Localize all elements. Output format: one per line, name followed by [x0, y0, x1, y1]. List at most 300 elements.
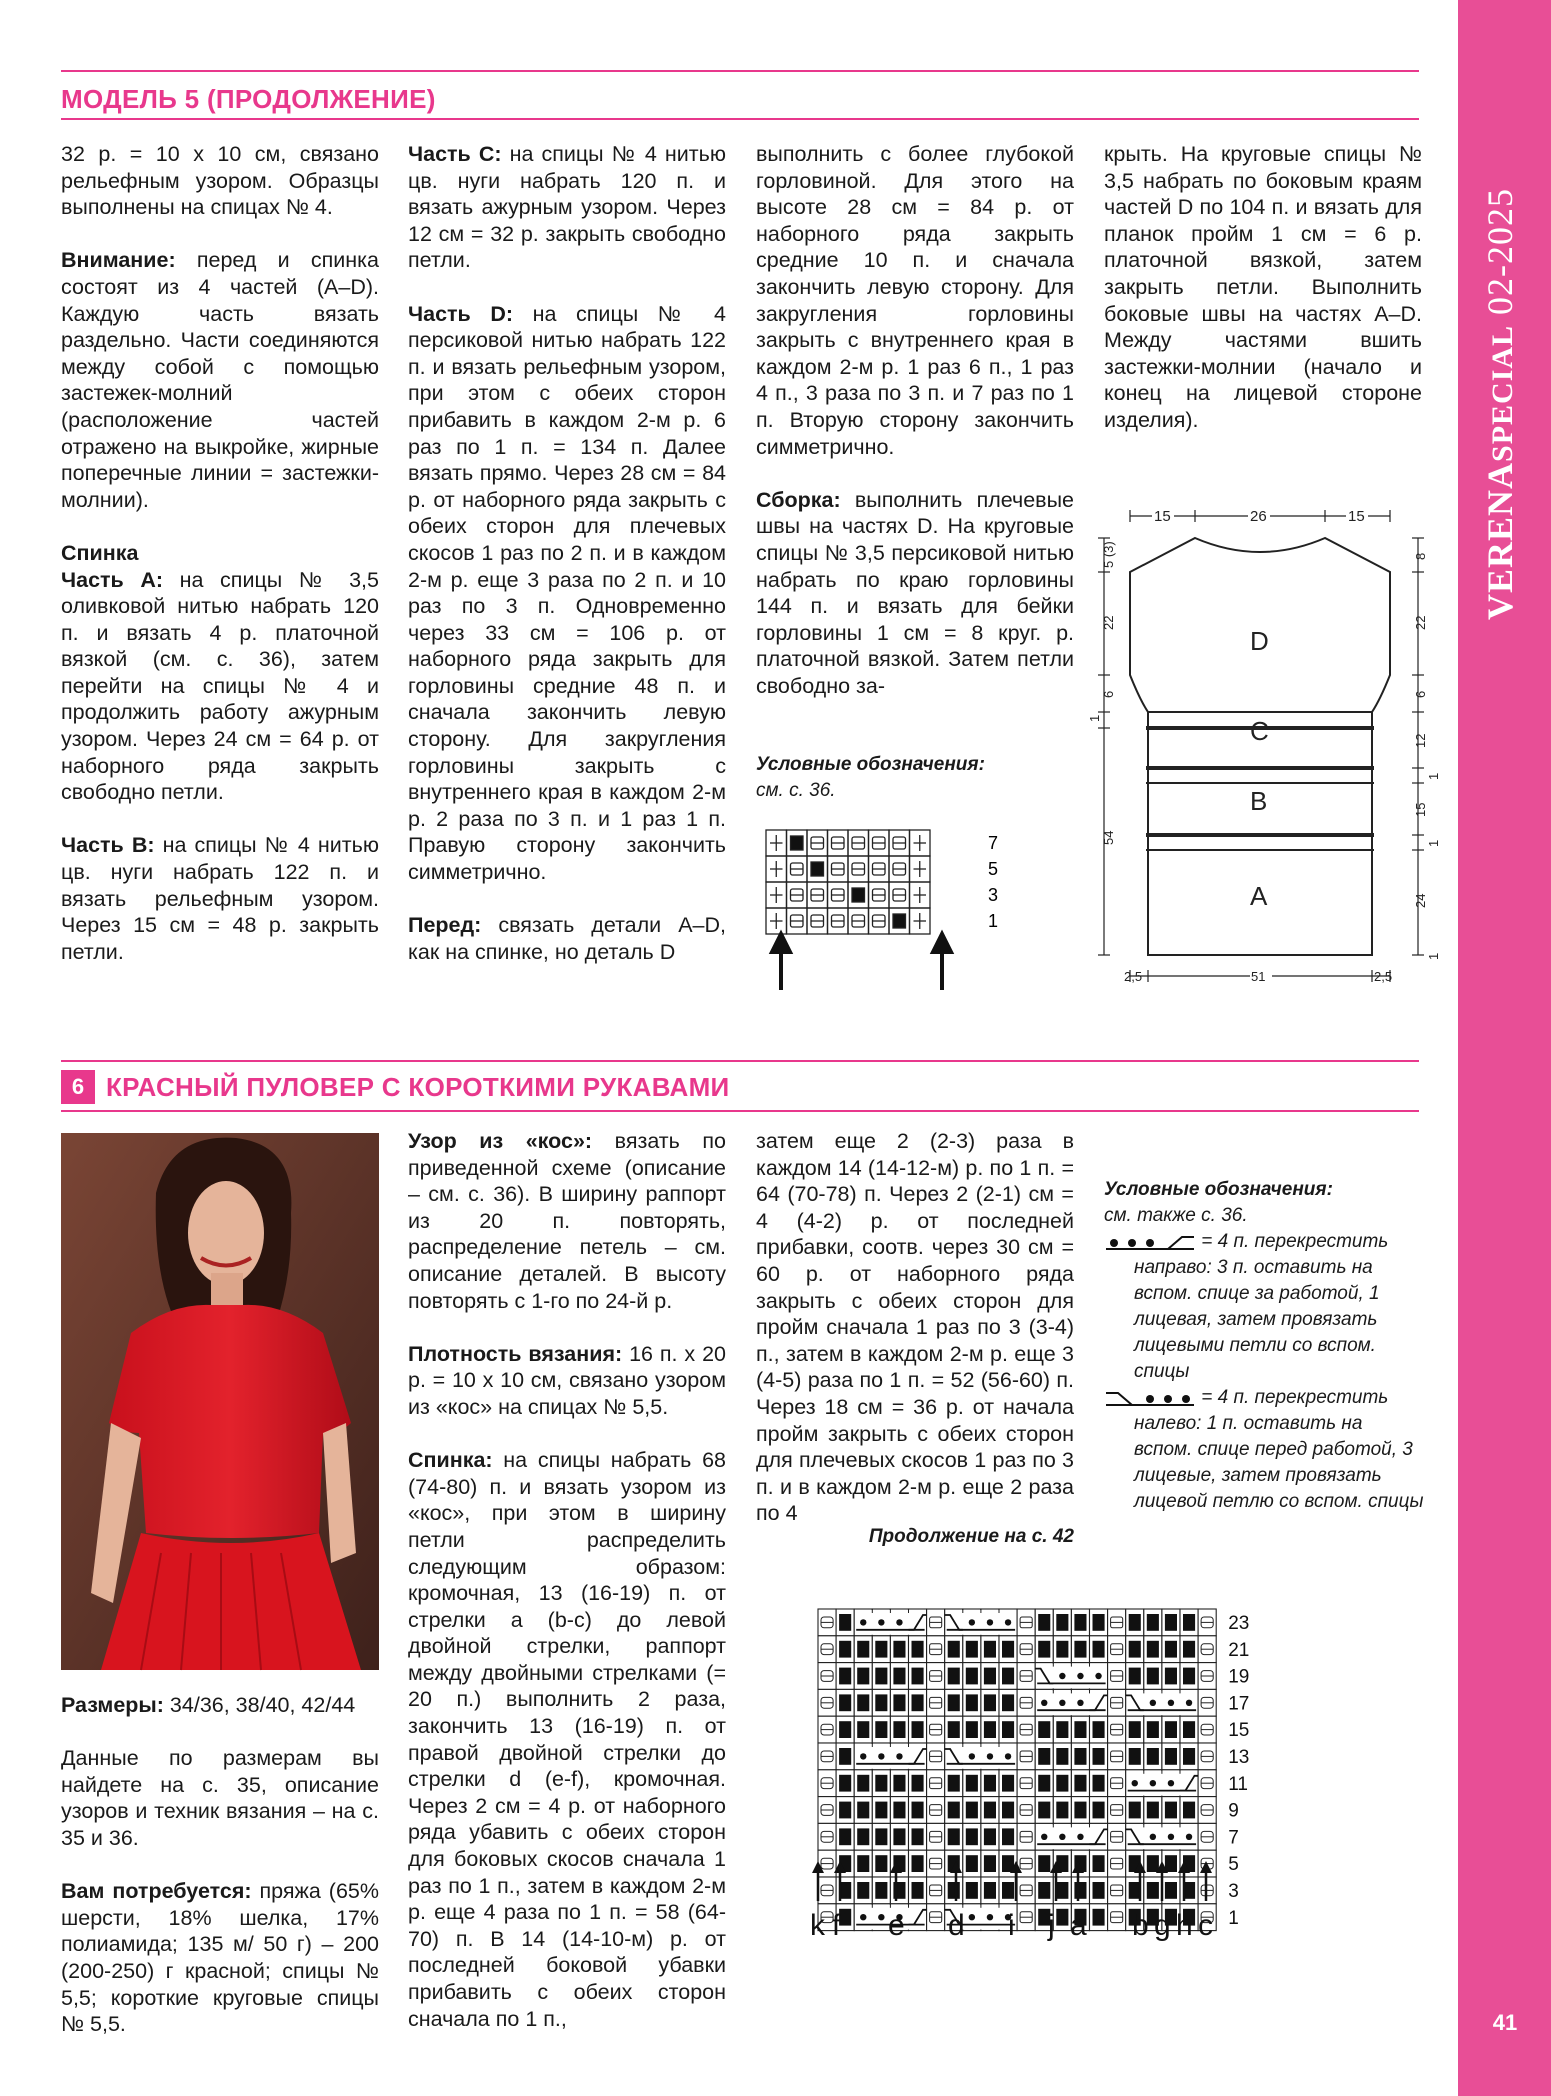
cable-dot [987, 1914, 993, 1920]
purl-stitch [1002, 1694, 1014, 1711]
cable-dot [878, 1619, 884, 1625]
purl-stitch [857, 1882, 869, 1899]
cable-dot [969, 1619, 975, 1625]
purl-stitch [1129, 1802, 1141, 1819]
purl-stitch [912, 1775, 924, 1792]
purl-stitch [875, 1641, 887, 1658]
purl-stitch [1056, 1909, 1068, 1926]
purl-stitch [1147, 1802, 1159, 1819]
purl-stitch [966, 1775, 978, 1792]
purl-stitch [875, 1775, 887, 1792]
purl-stitch [1165, 1641, 1177, 1658]
cable-dot [860, 1753, 866, 1759]
paragraph-text: перед и спинка состоят из 4 частей (A–D). Каждую часть вязать раздельно. Части соединяются между собой с помощью застежек-молний (расположение частей отражено на выкройке, жирные поперечные линии = застежки-молнии). [61, 248, 379, 512]
purl-stitch [948, 1694, 960, 1711]
paragraph-gap [408, 1421, 726, 1448]
dim-bottom-right: 2,5 [1374, 969, 1393, 984]
paragraph-text: затем еще 2 (2-3) раза в каждом 14 (14-12-м) р. по 1 п. = 64 (70-78) п. Через 2 (2-1) см = 4 (4-2) р. от последней прибавки, соотв. через 30 см = 60 р. от наборного ряда закрыть с обеих сторон для пройм сначала 1 раз по 3 (3-4) п., затем в каждом 2-м р. еще 3 (4-5) раза по 1 п. = 52 (56-60) п. Через 18 см = 36 р. от начала пройм закрыть с обеих сторон для плечевых скосов 1 раз по 3 п. и в каждом 2-м р. еще 2 раза по 4 [756, 1129, 1074, 1526]
purl-stitch [893, 1775, 905, 1792]
cable-dot [1059, 1700, 1065, 1706]
section6-cable-chart [810, 1605, 1430, 1945]
paragraph [408, 1128, 726, 1314]
paragraph [408, 1341, 726, 1421]
dim-left: 5 (3) [1101, 541, 1116, 568]
paragraph [61, 141, 379, 221]
purl-stitch [948, 1641, 960, 1658]
purl-stitch [857, 1694, 869, 1711]
purl-stitch [1056, 1748, 1068, 1765]
purl-stitch [839, 1668, 851, 1685]
cable-dot [1150, 1834, 1156, 1840]
paragraph [408, 1447, 726, 2032]
chart-row-label: 13 [1228, 1747, 1250, 1768]
dim-right-one: 1 [1426, 839, 1441, 847]
cable-dot [1077, 1673, 1083, 1679]
section6-number: 6 [71, 1074, 85, 1099]
legend-item1-eq: = 4 п. перекрестить [1201, 1231, 1389, 1252]
purl-stitch [1056, 1721, 1068, 1738]
purl-stitch [893, 1828, 905, 1845]
purl-stitch [875, 1668, 887, 1685]
dim-left: 22 [1101, 615, 1116, 630]
purl-stitch [1129, 1721, 1141, 1738]
part-label-a: A [1250, 881, 1268, 911]
paragraph-gap [61, 806, 379, 833]
cable-dot [1168, 1700, 1174, 1706]
chart-arrow-label: c [1198, 1909, 1213, 1942]
chart-row-label: 3 [988, 885, 999, 905]
chart-arrow-label: b [1132, 1909, 1149, 1942]
section5-top-rule [61, 70, 1419, 72]
chart-row-label: 3 [1228, 1881, 1239, 1902]
paragraph [756, 141, 1074, 460]
purl-stitch [1074, 1882, 1086, 1899]
cable-dot [1005, 1619, 1011, 1625]
paragraph-heading: Часть D: [408, 301, 514, 326]
section6-bottom-rule [61, 1110, 1419, 1112]
paragraph-text: на спицы № 3,5 оливковой нитью набрать 120 п. и вязать 4 р. платочной вязкой (см. с. 36), затем перейти на спицы № 4 и продолжить работу ажурным узором. Через 24 см = 64 р. от наборного ряда закрыть свободно петли. [61, 567, 379, 805]
purl-stitch [893, 1641, 905, 1658]
section5-schematic [1087, 500, 1450, 990]
purl-stitch [984, 1668, 996, 1685]
cable-dot [1041, 1834, 1047, 1840]
purl-stitch [1002, 1721, 1014, 1738]
cable-dot [878, 1753, 884, 1759]
paragraph-heading: Внимание: [61, 248, 176, 273]
legend-item2-text: налево: 1 п. оставить на вспом. спице перед работой, 3 лицевые, затем провязать лицевой петлю со вспом. спицы [1134, 1413, 1424, 1512]
purl-stitch [1074, 1775, 1086, 1792]
paragraph-heading: Спинка [61, 540, 139, 565]
purl-stitch [839, 1909, 851, 1926]
purl-stitch [1002, 1668, 1014, 1685]
chart-row-label: 1 [988, 911, 999, 931]
cable-dot [987, 1753, 993, 1759]
paragraph [756, 487, 1074, 700]
purl-stitch [857, 1775, 869, 1792]
paragraph [61, 1878, 379, 2038]
paragraph-heading: Часть С: [408, 142, 502, 166]
purl-stitch [852, 888, 865, 902]
purl-stitch [857, 1721, 869, 1738]
purl-stitch [1074, 1641, 1086, 1658]
cable-dot [1168, 1834, 1174, 1840]
dim-top-right: 15 [1348, 508, 1365, 525]
chart-row-label: 11 [1228, 1773, 1248, 1795]
purl-stitch [966, 1802, 978, 1819]
purl-stitch [1074, 1802, 1086, 1819]
cable-dot [987, 1619, 993, 1625]
purl-stitch [1129, 1614, 1141, 1631]
chart-arrow-label: e [888, 1909, 905, 1942]
purl-stitch [984, 1828, 996, 1845]
purl-stitch [893, 1802, 905, 1819]
section5-column-2 [408, 141, 726, 965]
cable-dot [969, 1914, 975, 1920]
paragraph-heading: Перед: [408, 913, 482, 938]
purl-stitch [893, 1721, 905, 1738]
chart-row-label: 5 [1228, 1854, 1239, 1876]
section5-bottom-rule [61, 118, 1419, 120]
cable-dot [1041, 1700, 1047, 1706]
purl-stitch [912, 1802, 924, 1819]
purl-stitch [966, 1855, 978, 1872]
purl-stitch [875, 1882, 887, 1899]
purl-stitch [1093, 1748, 1105, 1765]
paragraph [61, 567, 379, 806]
paragraph-gap [408, 1314, 726, 1341]
purl-stitch [1165, 1802, 1177, 1819]
chart-arrowhead [772, 934, 790, 952]
purl-stitch [1129, 1668, 1141, 1685]
paragraph [61, 247, 379, 513]
purl-stitch [1038, 1721, 1050, 1738]
paragraph-gap [61, 221, 379, 248]
purl-stitch [948, 1668, 960, 1685]
cable-dot [969, 1753, 975, 1759]
cable-dot [1059, 1834, 1065, 1840]
purl-stitch [966, 1828, 978, 1845]
purl-stitch [1038, 1802, 1050, 1819]
purl-stitch [1002, 1802, 1014, 1819]
cable-dot [1095, 1673, 1101, 1679]
legend-item-cross-right [1104, 1229, 1424, 1255]
purl-stitch [1147, 1721, 1159, 1738]
paragraph [1104, 141, 1422, 434]
paragraph-gap [61, 1719, 379, 1746]
chart-row-label: 9 [1228, 1800, 1239, 1822]
purl-stitch [1183, 1721, 1195, 1738]
section6-title: КРАСНЫЙ ПУЛОВЕР С КОРОТКИМИ РУКАВАМИ [106, 1072, 730, 1102]
purl-stitch [1183, 1641, 1195, 1658]
dim-right: 22 [1413, 615, 1428, 630]
purl-stitch [984, 1882, 996, 1899]
purl-stitch [875, 1721, 887, 1738]
paragraph-text: 32 р. = 10 х 10 см, связано рельефным узором. Образцы выполнены на спицах № 4. [61, 142, 379, 220]
section5-column-1 [61, 141, 379, 965]
purl-stitch [984, 1802, 996, 1819]
paragraph-gap [756, 460, 1074, 487]
paragraph [408, 141, 726, 274]
purl-stitch [984, 1694, 996, 1711]
paragraph-gap [61, 1852, 379, 1879]
purl-stitch [984, 1641, 996, 1658]
dim-bottom-center: 51 [1251, 969, 1266, 984]
cable-dot [1168, 1780, 1174, 1786]
purl-stitch [912, 1694, 924, 1711]
chart-row-label: 7 [1228, 1827, 1239, 1849]
purl-stitch [1147, 1882, 1159, 1899]
paragraph-text: выполнить плечевые швы на частях D. На круговые спицы № 3,5 персиковой нитью набрать по краю горловины 144 п. и вязать для бейки горловины 1 см = 8 круг. р. платочной вязкой. Затем петли свободно за- [756, 487, 1074, 698]
page-number: 41 [1492, 2010, 1518, 2035]
purl-stitch [1183, 1748, 1195, 1765]
purl-stitch [1038, 1748, 1050, 1765]
paragraph [756, 1128, 1074, 1527]
purl-stitch [1002, 1641, 1014, 1658]
purl-stitch [1074, 1748, 1086, 1765]
cable-dot [1150, 1700, 1156, 1706]
paragraph-gap [408, 886, 726, 913]
purl-stitch [948, 1882, 960, 1899]
purl-stitch [1038, 1855, 1050, 1872]
chart-row-label: 15 [1228, 1720, 1250, 1742]
purl-stitch [857, 1828, 869, 1845]
purl-stitch [811, 862, 824, 876]
paragraph-text: Данные по размерам вы найдете на с. 35, описание узоров и техник вязания – на с. 35 и 36. [61, 1746, 379, 1850]
purl-stitch [857, 1641, 869, 1658]
purl-stitch [839, 1748, 851, 1765]
chart-arrow-label: h [1176, 1909, 1193, 1942]
section5-title: МОДЕЛЬ 5 (ПРОДОЛЖЕНИЕ) [61, 84, 436, 114]
purl-stitch [791, 836, 804, 850]
paragraph [61, 1692, 379, 1719]
purl-stitch [1093, 1721, 1105, 1738]
purl-stitch [1038, 1641, 1050, 1658]
section5-column-3 [756, 141, 1074, 699]
purl-stitch [1183, 1614, 1195, 1631]
purl-stitch [1147, 1748, 1159, 1765]
paragraph-text: выполнить с более глубокой горловиной. Для этого на высоте 28 см = 84 р. от наборного ряда закрыть средние 10 п. и сначала закончить левую сторону. Для закругления горловины закрыть с внутреннего края в каждом 2-м р. 1 раз 6 п., 1 раз 4 п., 3 раза по 3 п. и 7 раз по 1 п. Вторую сторону закончить симметрично. [756, 142, 1074, 459]
purl-stitch [948, 1721, 960, 1738]
cable-dot [1005, 1753, 1011, 1759]
purl-stitch [1147, 1641, 1159, 1658]
dim-right-one: 1 [1426, 772, 1441, 780]
cable-dot [860, 1619, 866, 1625]
purl-stitch [1093, 1909, 1105, 1926]
purl-stitch [984, 1721, 996, 1738]
purl-stitch [1093, 1641, 1105, 1658]
purl-stitch [1002, 1828, 1014, 1845]
dim-right: 6 [1413, 690, 1428, 698]
purl-stitch [839, 1614, 851, 1631]
cross-left-icon [1104, 1388, 1196, 1408]
model-photo [61, 1133, 379, 1670]
dim-left: 54 [1101, 830, 1116, 845]
part-label-c: C [1250, 716, 1269, 746]
legend-item2-eq: = 4 п. перекрестить [1201, 1387, 1389, 1408]
section6-legend [1104, 1177, 1424, 1515]
purl-stitch [839, 1828, 851, 1845]
purl-stitch [966, 1721, 978, 1738]
continued-note: Продолжение на с. 42 [868, 1526, 1074, 1547]
section6-column-2 [408, 1128, 726, 2032]
purl-stitch [1056, 1802, 1068, 1819]
issue-number: 02-2025 [1480, 187, 1520, 315]
paragraph [61, 832, 379, 965]
section6-column-3 [756, 1128, 1074, 1527]
purl-stitch [1056, 1614, 1068, 1631]
paragraph-heading: Часть А: [61, 567, 164, 592]
purl-stitch [1056, 1641, 1068, 1658]
dim-right: 24 [1413, 893, 1428, 908]
paragraph-heading: Спинка: [408, 1448, 493, 1473]
purl-stitch [839, 1641, 851, 1658]
purl-stitch [893, 1694, 905, 1711]
purl-stitch [839, 1802, 851, 1819]
chart-arrow-label: g [1154, 1909, 1171, 1942]
purl-stitch [1038, 1614, 1050, 1631]
dim-right: 15 [1413, 802, 1428, 817]
chart-row-label: 23 [1228, 1613, 1250, 1634]
paragraph-text: на спицы набрать 68 (74-80) п. и вязать узором из «кос», при этом в ширину петли распределить следующим образом: кромочная, 13 (16-19) п. от стрелки а (b-c) до левой двойной стрелки, раппорт между двойными стрелками (= 20 п.) выполнить 2 раза, закончить 13 (16-19) п. от правой двойной стрелки до стрелки d (e-f), кромочная. Через 2 см = 4 р. от наборного ряда убавить с обеих сторон для боковых скосов сначала 1 раз по 1 п., затем в каждом 2-м р. еще 4 раза по 1 п. = 58 (64-70) п. В 14 (14-10-м) р. от последней боковой убавки прибавить с обеих сторон сначала по 1 п., [408, 1448, 726, 2031]
paragraph-text: крыть. На круговые спицы № 3,5 набрать по боковым краям частей D по 104 п. и вязать для планок пройм 1 см = 6 р. платочной вязкой, затем закрыть петли. Выполнить боковые швы на частях A–D. Между частями вшить застежки-молнии (начало и конец на лицевой стороне изделия). [1104, 142, 1422, 432]
paragraph-text: пряжа (65% шерсти, 18% шелка, 17% полиамида; 135 м/ 50 г) – 200 (200-250) г красной; спицы № 5,5; короткие круговые спицы № 5,5. [61, 1879, 379, 2037]
purl-stitch [1056, 1775, 1068, 1792]
paragraph-gap [408, 274, 726, 301]
brand-name: VERENA [1480, 461, 1520, 620]
purl-stitch [1165, 1721, 1177, 1738]
chart-arrow-label: f [832, 1909, 841, 1942]
purl-stitch [966, 1882, 978, 1899]
section6-legend-title: Условные обозначения: [1104, 1179, 1333, 1200]
purl-stitch [1093, 1802, 1105, 1819]
brand-special: SPECIAL [1486, 324, 1519, 462]
dim-top-left: 15 [1154, 508, 1171, 525]
purl-stitch [1093, 1855, 1105, 1872]
section6-number-badge [61, 1070, 95, 1104]
purl-stitch [966, 1668, 978, 1685]
section5-legend [756, 752, 1056, 804]
purl-stitch [912, 1721, 924, 1738]
purl-stitch [875, 1828, 887, 1845]
part-label-d: D [1250, 626, 1269, 656]
purl-stitch [1165, 1882, 1177, 1899]
purl-stitch [1165, 1748, 1177, 1765]
cable-dot [1186, 1834, 1192, 1840]
chart-row-label: 19 [1228, 1666, 1250, 1688]
paragraph [408, 301, 726, 886]
purl-stitch [1165, 1614, 1177, 1631]
purl-stitch [966, 1694, 978, 1711]
purl-stitch [1074, 1614, 1086, 1631]
dim-bottom-left: 2,5 [1124, 969, 1143, 984]
section5-legend-ref: см. с. 36. [756, 780, 836, 801]
purl-stitch [875, 1802, 887, 1819]
paragraph [408, 912, 726, 965]
purl-stitch [1093, 1614, 1105, 1631]
legend-item1-text: направо: 3 п. оставить на вспом. спице за работой, 1 лицевая, затем провязать лицевыми петли со вспом. спицы [1134, 1257, 1380, 1382]
cable-dot [896, 1619, 902, 1625]
cable-dot [896, 1753, 902, 1759]
purl-stitch [912, 1641, 924, 1658]
purl-stitch [875, 1694, 887, 1711]
paragraph-heading: Плотность вязания: [408, 1341, 623, 1366]
cable-dot [1077, 1700, 1083, 1706]
purl-stitch [857, 1802, 869, 1819]
section5-stitch-chart [756, 830, 1016, 1000]
dim-left: 6 [1101, 690, 1116, 698]
dim-right-one: 1 [1426, 952, 1441, 960]
section5-column-4 [1104, 141, 1422, 434]
section6-column-1 [61, 1692, 379, 2038]
dim-top-center: 26 [1250, 508, 1267, 525]
cross-right-icon [1104, 1232, 1196, 1252]
purl-stitch [1147, 1855, 1159, 1872]
purl-stitch [984, 1775, 996, 1792]
purl-stitch [1129, 1641, 1141, 1658]
purl-stitch [1165, 1855, 1177, 1872]
paragraph-text: 34/36, 38/40, 42/44 [163, 1693, 356, 1717]
purl-stitch [1093, 1882, 1105, 1899]
purl-stitch [1147, 1614, 1159, 1631]
section5-legend-title: Условные обозначения: [756, 754, 985, 775]
purl-stitch [857, 1855, 869, 1872]
purl-stitch [984, 1855, 996, 1872]
chart-arrow-label: a [1070, 1909, 1087, 1942]
purl-stitch [1002, 1882, 1014, 1899]
paragraph-text: связать детали А–D, как на спинке, но деталь D [408, 913, 726, 964]
dim-left: 1 [1087, 714, 1102, 722]
paragraph [61, 1745, 379, 1851]
paragraph-text: на спицы № 4 персиковой нитью набрать 122 п. и вязать рельефным узором, при этом с обеих сторон прибавить в каждом 2-м р. 6 раз по 1 п. = 134 п. Далее вязать прямо. Через 28 см = 84 р. от наборного ряда закрыть с обеих сторон для плечевых скосов 1 раз по 2 п. и в каждом 2-м р. еще 3 раза по 2 п. и 10 раз по 3 п. Одновременно через 33 см = 106 р. от наборного ряда закрыть для горловины средние 48 п. и сначала закончить левую сторону. Для закругления горловины закрыть с внутреннего края в каждом 2-м р. 2 раза по 3 п. и 1 раз 1 п. Правую сторону закончить симметрично. [408, 301, 726, 885]
paragraph-heading: Вам потребуется: [61, 1879, 252, 1904]
purl-stitch [1093, 1775, 1105, 1792]
cable-dot [878, 1914, 884, 1920]
purl-stitch [912, 1668, 924, 1685]
purl-stitch [1165, 1668, 1177, 1685]
chart-arrow-label: j [1048, 1909, 1055, 1942]
chart-row-label: 21 [1228, 1639, 1250, 1661]
purl-stitch [1056, 1882, 1068, 1899]
purl-stitch [1038, 1882, 1050, 1899]
purl-stitch [875, 1855, 887, 1872]
purl-stitch [893, 1668, 905, 1685]
purl-stitch [948, 1775, 960, 1792]
purl-stitch [1002, 1775, 1014, 1792]
purl-stitch [912, 1882, 924, 1899]
purl-stitch [1038, 1775, 1050, 1792]
chart-row-label: 17 [1228, 1693, 1250, 1715]
purl-stitch [966, 1641, 978, 1658]
chart-arrow-label: i [1008, 1909, 1015, 1942]
legend-item-cross-left [1104, 1385, 1424, 1411]
part-label-b: B [1250, 786, 1268, 816]
paragraph-heading: Часть В: [61, 833, 155, 858]
section6-legend-ref: см. также с. 36. [1104, 1205, 1248, 1226]
chart-arrowhead [933, 934, 951, 952]
purl-stitch [1147, 1668, 1159, 1685]
purl-stitch [948, 1828, 960, 1845]
dim-right: 12 [1413, 733, 1428, 748]
paragraph-text: 16 п. х 20 р. = 10 х 10 см, связано узором из «кос» на спицах № 5,5. [408, 1341, 726, 1419]
purl-stitch [839, 1775, 851, 1792]
paragraph [61, 540, 379, 567]
purl-stitch [912, 1828, 924, 1845]
paragraph-text: на спицы № 4 нитью цв. нуги набрать 122 п. и вязать рельефным узором. Через 15 см = 48 р. закрыть петли. [61, 833, 379, 964]
cable-dot [1132, 1780, 1138, 1786]
purl-stitch [1074, 1721, 1086, 1738]
cable-dot [1186, 1700, 1192, 1706]
cable-dot [1059, 1673, 1065, 1679]
